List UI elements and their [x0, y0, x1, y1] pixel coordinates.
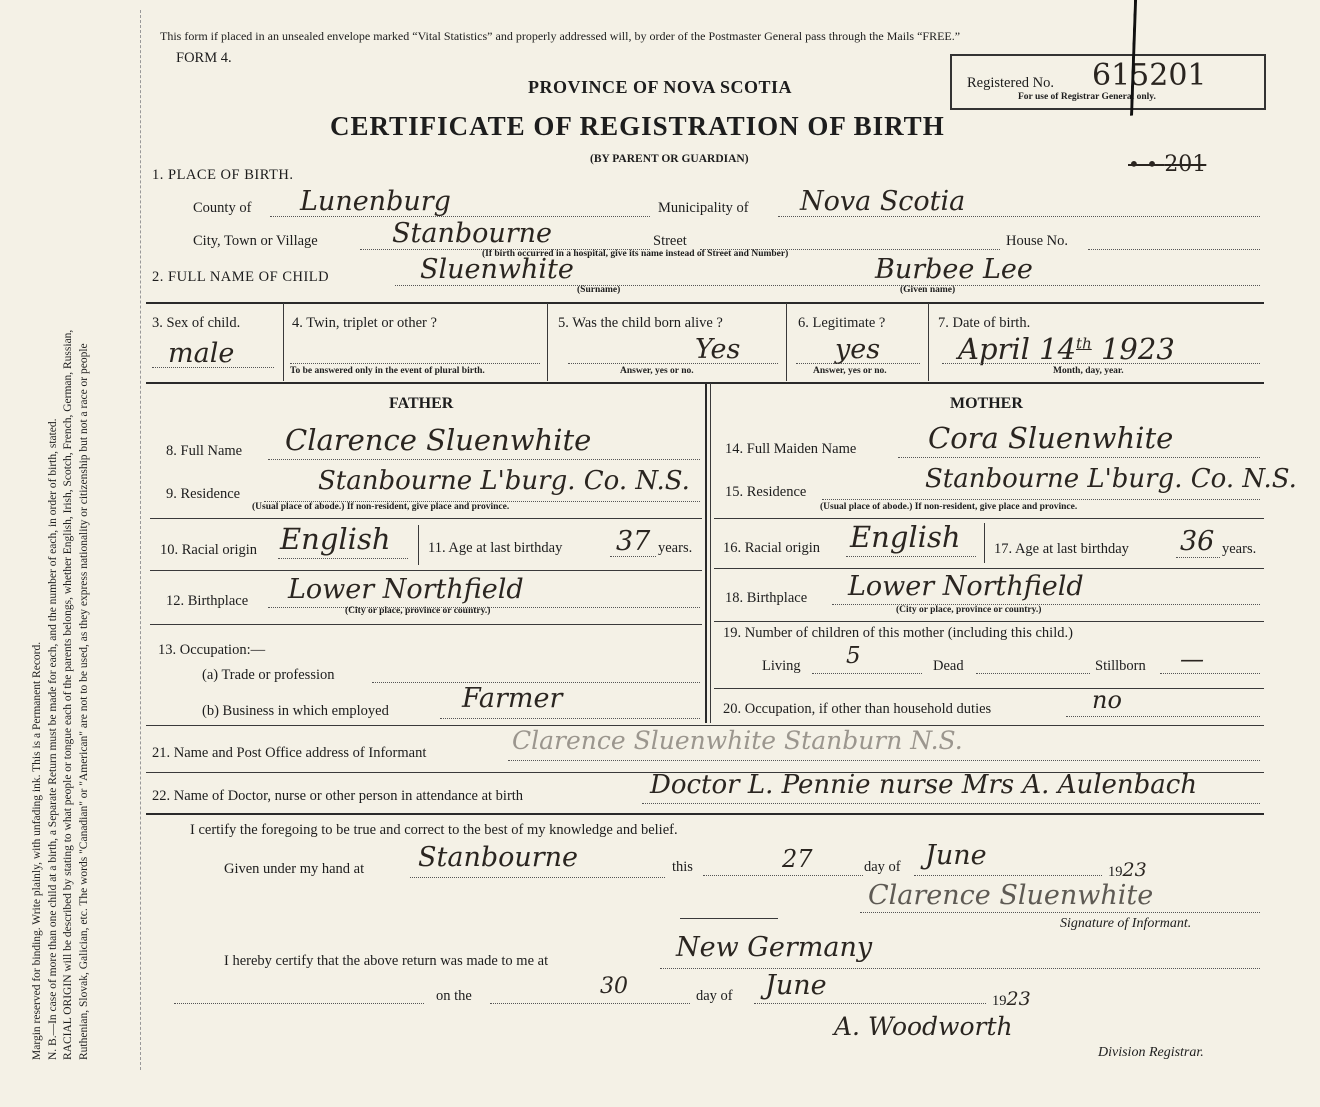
- postal-notice: This form if placed in an unsealed envelope marked “Vital Statistics” and properly addressed will, by order of the Postmaster General pass through the Mails “FREE.”: [160, 29, 961, 43]
- form-number: FORM 4.: [176, 50, 232, 66]
- given-under-hand-label: Given under my hand at: [224, 861, 365, 877]
- father-years-label: years.: [658, 540, 693, 556]
- mother-racial: English: [850, 520, 961, 554]
- street-label: Street: [653, 233, 687, 249]
- page-subtitle: (BY PARENT OR GUARDIAN): [590, 153, 749, 165]
- surname-caption: (Surname): [577, 285, 621, 295]
- date-of-birth-note: Month, day, year.: [1053, 366, 1124, 376]
- twin-label: 4. Twin, triplet or other ?: [292, 315, 437, 331]
- certification-day-of-label: day of: [864, 859, 901, 875]
- mother-name: Cora Sluenwhite: [928, 421, 1174, 455]
- informant-value: Clarence Sluenwhite Stanburn N.S.: [512, 726, 963, 755]
- margin-line-3: RACIAL ORIGIN will be described by stating to what people or tongue each of the parents belongs, whether English, Irish, Scotch, French, German, Russian,: [62, 329, 74, 1060]
- margin-line-4: Ruthenian, Slovak, Galician, etc. The words "Canadian" or "American" are not to be used, as they express nationality or citizenship but not a race or people: [77, 343, 90, 1060]
- father-birthplace-label: 12. Birthplace: [166, 593, 249, 609]
- binding-margin-line: [140, 10, 141, 1070]
- father-occupation-label: 13. Occupation:—: [158, 642, 266, 658]
- this-label: this: [672, 859, 693, 875]
- municipality-value: Nova Scotia: [800, 186, 966, 217]
- registrar-day-of-label: day of: [696, 988, 733, 1004]
- certification-day: 27: [782, 845, 813, 873]
- living-value: 5: [846, 643, 861, 669]
- city-value: Stanbourne: [392, 218, 553, 249]
- legitimate-note: Answer, yes or no.: [813, 366, 887, 376]
- registered-box: [950, 54, 1266, 110]
- father-residence: Stanbourne L'burg. Co. N.S.: [318, 466, 690, 496]
- dead-label: Dead: [933, 658, 964, 674]
- father-heading: FATHER: [389, 395, 454, 412]
- province-heading: PROVINCE OF NOVA SCOTIA: [528, 77, 793, 97]
- registrar-month: June: [765, 970, 827, 1001]
- mother-birthplace-note: (City or place, province or country.): [896, 605, 1042, 615]
- date-of-birth-value: April 14th 1923: [958, 332, 1175, 366]
- mother-heading: MOTHER: [950, 395, 1023, 412]
- certification-month: June: [925, 840, 987, 871]
- city-label: City, Town or Village: [193, 233, 318, 249]
- given-name-caption: (Given name): [900, 285, 956, 295]
- certification-year: 1923: [1108, 859, 1147, 881]
- child-name-label: 2. FULL NAME OF CHILD: [152, 269, 330, 285]
- mother-name-label: 14. Full Maiden Name: [725, 441, 857, 457]
- father-name: Clarence Sluenwhite: [285, 423, 592, 457]
- county-label: County of: [193, 200, 252, 216]
- father-business-label: (b) Business in which employed: [202, 703, 389, 719]
- registered-label: Registered No.: [967, 75, 1054, 91]
- registrar-note: For use of Registrar General only.: [1018, 92, 1156, 102]
- page-title: CERTIFICATE OF REGISTRATION OF BIRTH: [330, 111, 945, 141]
- mother-residence: Stanbourne L'burg. Co. N.S.: [925, 464, 1297, 494]
- registrar-on-the-label: on the: [436, 988, 472, 1004]
- child-given-name: Burbee Lee: [875, 254, 1033, 285]
- registrar-signature: A. Woodworth: [834, 1012, 1013, 1041]
- stillborn-label: Stillborn: [1095, 658, 1146, 674]
- house-number-label: House No.: [1006, 233, 1069, 249]
- given-place: Stanbourne: [418, 842, 579, 873]
- sex-value: male: [168, 338, 235, 369]
- mother-age-label: 17. Age at last birthday: [994, 541, 1129, 557]
- place-of-birth-label: 1. PLACE OF BIRTH.: [152, 167, 294, 183]
- twin-note: To be answered only in the event of plural birth.: [290, 366, 485, 376]
- attendant-label: 22. Name of Doctor, nurse or other person in attendance at birth: [152, 788, 524, 804]
- informant-signature: Clarence Sluenwhite: [868, 880, 1154, 911]
- father-name-label: 8. Full Name: [166, 443, 243, 459]
- legitimate-label: 6. Legitimate ?: [798, 315, 886, 331]
- born-alive-label: 5. Was the child born alive ?: [558, 315, 723, 331]
- mother-racial-label: 16. Racial origin: [723, 540, 821, 556]
- mother-years-label: years.: [1222, 541, 1257, 557]
- mother-occupation-label: 20. Occupation, if other than household duties: [723, 701, 992, 717]
- living-label: Living: [762, 658, 801, 674]
- informant-label: 21. Name and Post Office address of Informant: [152, 745, 427, 761]
- division-registrar-caption: Division Registrar.: [1098, 1045, 1204, 1060]
- father-birthplace: Lower Northfield: [288, 574, 524, 605]
- registrar-day: 30: [600, 974, 628, 999]
- certification-statement: I certify the foregoing to be true and correct to the best of my knowledge and belief.: [190, 822, 678, 838]
- mother-birthplace-label: 18. Birthplace: [725, 590, 808, 606]
- children-count-label: 19. Number of children of this mother (including this child.): [723, 625, 1073, 641]
- margin-line-1: Margin reserved for binding. Write plainly, with unfading ink. This is a Permanent Record.: [31, 641, 43, 1060]
- father-birthplace-note: (City or place, province or country.): [345, 606, 491, 616]
- born-alive-note: Answer, yes or no.: [620, 366, 694, 376]
- registered-number: 615201: [1092, 58, 1207, 93]
- margin-line-2: N. B.—In case of more than one child at a birth, a Separate Return must be made for each, and the number of each, in order of birth, stated.: [46, 418, 59, 1060]
- mother-age: 36: [1180, 526, 1215, 557]
- date-of-birth-label: 7. Date of birth.: [938, 315, 1031, 331]
- mother-residence-note: (Usual place of abode.) If non-resident, give place and province.: [820, 502, 1078, 512]
- father-age: 37: [616, 526, 651, 557]
- born-alive-value: Yes: [695, 334, 741, 365]
- stillborn-value: —: [1180, 645, 1204, 673]
- side-number: • • 201: [1128, 152, 1207, 177]
- registrar-statement: I hereby certify that the above return was made to me at: [224, 953, 549, 969]
- mother-occupation: no: [1092, 686, 1122, 714]
- registrar-year: 1923: [992, 988, 1031, 1010]
- municipality-label: Municipality of: [658, 200, 749, 216]
- registrar-place: New Germany: [676, 932, 873, 963]
- mother-residence-label: 15. Residence: [725, 484, 807, 500]
- mother-birthplace: Lower Northfield: [848, 571, 1084, 602]
- father-trade-label: (a) Trade or profession: [202, 667, 335, 683]
- attendant-value: Doctor L. Pennie nurse Mrs A. Aulenbach: [650, 770, 1198, 800]
- margin-instructions: [30, 15, 150, 1060]
- father-age-label: 11. Age at last birthday: [428, 540, 563, 556]
- child-surname: Sluenwhite: [420, 254, 574, 285]
- father-racial: English: [280, 522, 391, 556]
- legitimate-value: yes: [835, 334, 881, 365]
- father-residence-note: (Usual place of abode.) If non-resident, give place and province.: [252, 502, 510, 512]
- father-residence-label: 9. Residence: [166, 486, 241, 502]
- informant-signature-caption: Signature of Informant.: [1060, 916, 1192, 931]
- father-racial-label: 10. Racial origin: [160, 542, 258, 558]
- sex-label: 3. Sex of child.: [152, 315, 241, 331]
- hospital-note: (If birth occurred in a hospital, give its name instead of Street and Number): [482, 249, 789, 259]
- county-value: Lunenburg: [300, 186, 451, 217]
- father-business: Farmer: [462, 683, 563, 714]
